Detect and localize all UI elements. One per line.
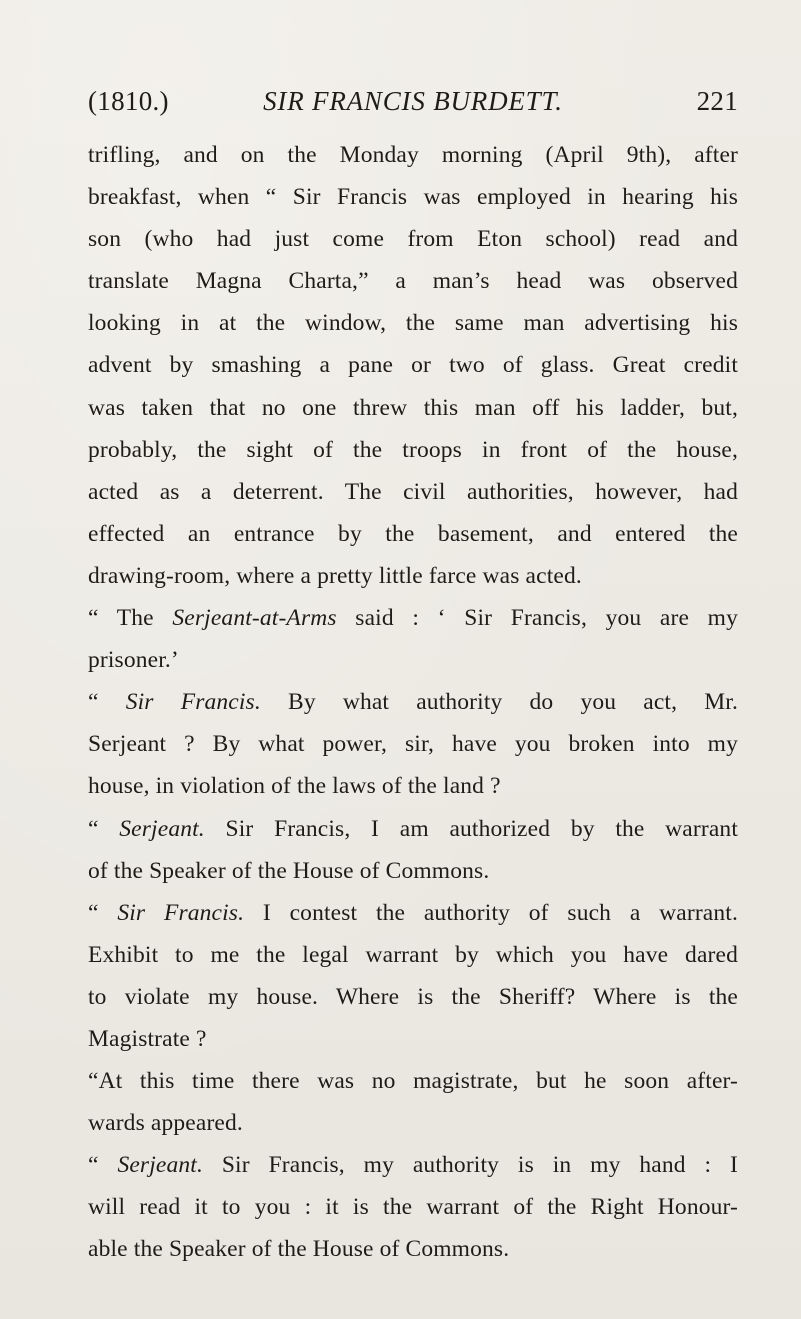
text-line: Magistrate ? <box>88 1025 207 1052</box>
text-line: effected an entrance by the basement, and entered the <box>88 520 738 547</box>
text-line-prefix: “ <box>88 815 120 842</box>
text-line <box>88 597 738 639</box>
text-line <box>88 1144 738 1186</box>
text-line: translate Magna Charta,” a man’s head was observed <box>88 268 738 295</box>
text-line: drawing-room, where a pretty little farce was acted. <box>88 562 582 589</box>
text-line: looking in at the window, the same man advertising his <box>88 310 738 337</box>
speaker-name: Sir Francis. <box>117 899 245 926</box>
text-line: wards appeared. <box>88 1110 243 1137</box>
text-line-prefix: “ The <box>88 605 173 632</box>
page-date-header: (1810.) <box>88 86 169 116</box>
text-line-rest: Sir Francis, my authority is in my hand : I <box>202 1152 738 1179</box>
speaker-name: Serjeant. <box>119 815 205 842</box>
text-line: breakfast, when “ Sir Francis was employed in hearing his <box>88 184 738 211</box>
text-line: advent by smashing a pane or two of glass. Great credit <box>88 352 738 379</box>
text-line: probably, the sight of the troops in front of the house, <box>88 436 738 463</box>
page-number: 221 <box>696 86 738 116</box>
text-line-prefix: “ <box>88 689 126 716</box>
text-line-rest: Sir Francis, I am authorized by the warrant <box>204 815 738 842</box>
text-line-prefix: “ <box>88 1152 118 1179</box>
text-line-rest: By what authority do you act, Mr. <box>260 689 738 716</box>
text-line: son (who had just come from Eton school) read and <box>88 226 738 253</box>
text-line <box>88 808 738 850</box>
running-head <box>88 86 738 126</box>
text-line: Exhibit to me the legal warrant by which you have dared <box>88 941 738 968</box>
text-line: will read it to you : it is the warrant of the Right Honour- <box>88 1194 738 1221</box>
text-line: trifling, and on the Monday morning (April 9th), after <box>88 142 738 168</box>
text-line <box>88 892 738 934</box>
text-line <box>88 681 738 723</box>
text-line: house, in violation of the laws of the land ? <box>88 773 501 800</box>
text-line: of the Speaker of the House of Commons. <box>88 857 490 884</box>
text-line: able the Speaker of the House of Commons. <box>88 1236 510 1263</box>
text-line: was taken that no one threw this man off his ladder, but, <box>88 394 738 421</box>
speaker-name: Serjeant. <box>117 1152 203 1179</box>
text-line-prefix: “ <box>88 899 118 926</box>
text-line: prisoner.’ <box>88 647 179 674</box>
text-line-rest: said : ‘ Sir Francis, you are my <box>336 605 738 632</box>
text-line: Serjeant ? By what power, sir, have you broken into my <box>88 731 738 758</box>
text-line: “At this time there was no magistrate, but he soon after- <box>88 1068 738 1095</box>
text-line: to violate my house. Where is the Sheriff? Where is the <box>88 983 738 1010</box>
speaker-name: Sir Francis. <box>125 689 261 716</box>
chapter-title-header: SIR FRANCIS BURDETT. <box>263 86 563 116</box>
text-line: acted as a deterrent. The civil authorities, however, had <box>88 478 738 505</box>
speaker-name: Serjeant-at-Arms <box>172 605 337 632</box>
text-line-rest: I contest the authority of such a warrant. <box>244 899 738 926</box>
body-text <box>88 134 738 1271</box>
